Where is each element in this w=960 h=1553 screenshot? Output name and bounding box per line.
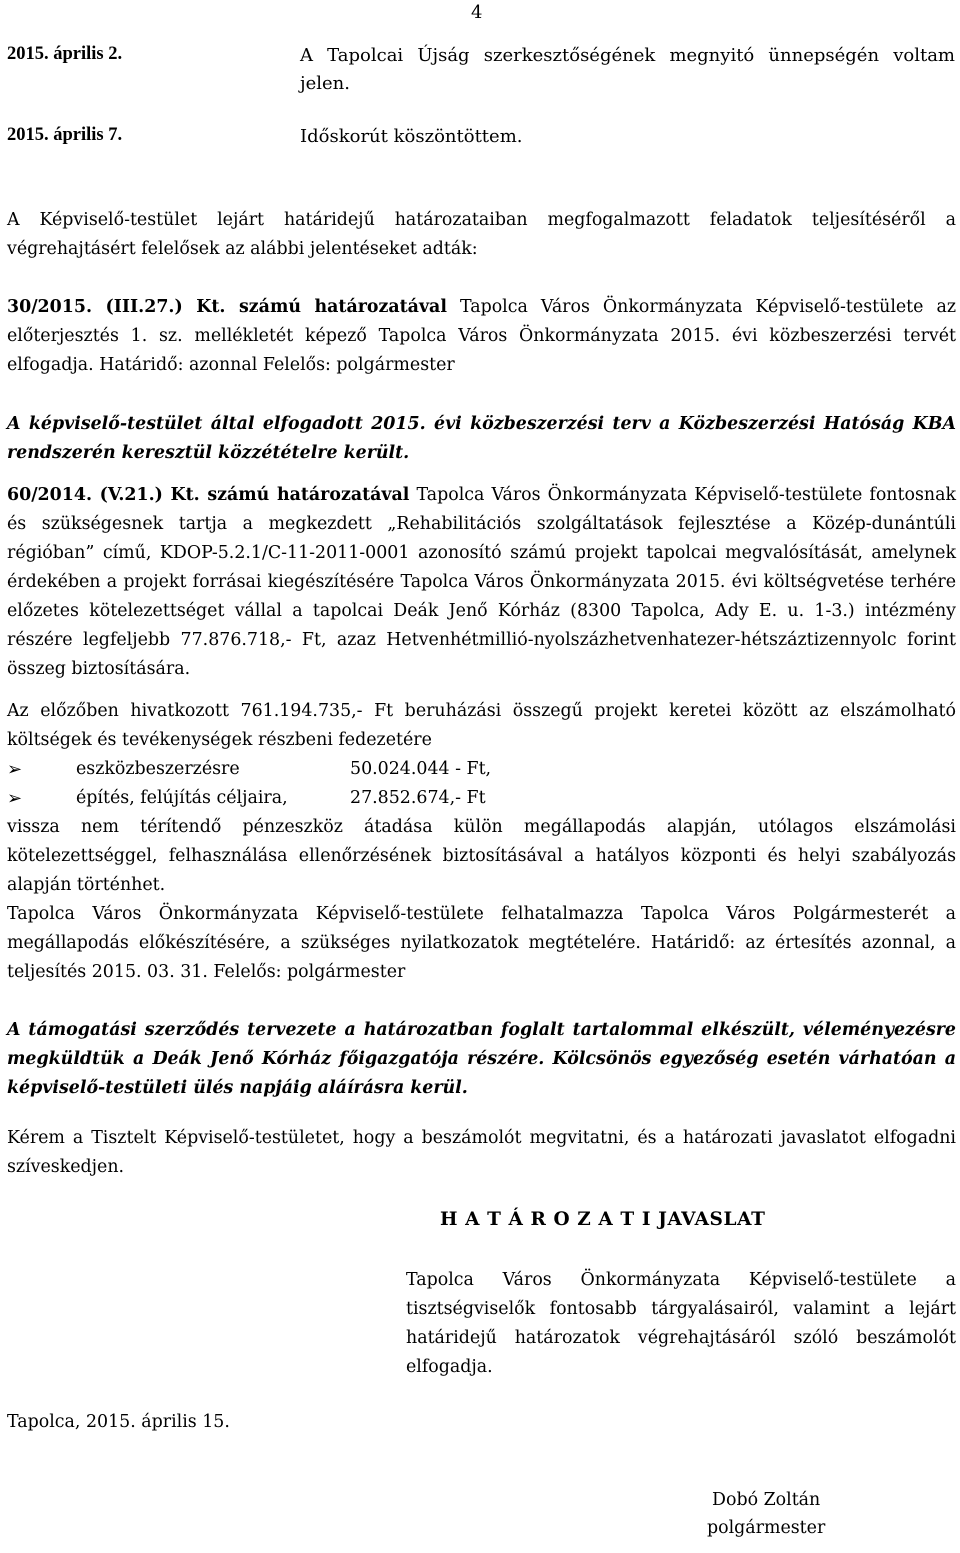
proposal-text: Tapolca Város Önkormányzata Képviselő-testülete a tisztségviselők fontosabb tárgyalásairól, valamint a lejárt határidejű határozatok végrehajtásáról szóló beszámolót elfogadja.: [406, 1270, 956, 1377]
bullet-label-1: eszközbeszerzésre: [76, 759, 240, 779]
proposal-heading: H A T Á R O Z A T I JAVASLAT: [440, 1209, 766, 1230]
arrow-bullet-icon: ➢: [7, 759, 23, 780]
resolution-2-paragraph: [7, 481, 956, 684]
entry-date-2: 2015. április 7.: [7, 125, 123, 145]
resolution-2-coverage: Az előzőben hivatkozott 761.194.735,- Ft beruházási összegű projekt keretei között az elszámolható költségek és tevékenységek részbeni fedezetére: [7, 701, 956, 750]
page-number: 4: [471, 2, 483, 23]
place-date: Tapolca, 2015. április 15.: [7, 1412, 230, 1432]
bullet-amount-1: 50.024.044 - Ft,: [350, 759, 492, 779]
signature-name: Dobó Zoltán: [712, 1490, 821, 1510]
signature-title: polgármester: [707, 1518, 826, 1538]
resolution-2-ref: 60/2014. (V.21.) Kt. számú határozatával: [7, 485, 410, 505]
request-paragraph: Kérem a Tisztelt Képviselő-testületet, hogy a beszámolót megvitatni, és a határozati javaslatot elfogadni szíveskedjen.: [7, 1128, 956, 1177]
resolution-1-report: A képviselő-testület által elfogadott 2015. évi közbeszerzési terv a Közbeszerzési Hatóság KBA rendszerén keresztül közzétételre került.: [7, 414, 956, 463]
signature-block: [707, 1486, 825, 1542]
entry-date-1: 2015. április 2.: [7, 44, 123, 64]
resolution-1-body: Tapolca Város Önkormányzata Képviselő-testülete az előterjesztés 1. sz. mellékletét képező Tapolca Város Önkormányzata 2015. évi közbeszerzési tervét elfogadja. Határidő: azonnal Felelős: polgármester: [7, 297, 957, 375]
resolution-2-body: Tapolca Város Önkormányzata Képviselő-testülete fontosnak és szükségesnek tartja a megkezdett „Rehabilitációs szolgáltatások fejlesztése a Közép-dunántúli régióban” című, KDOP-5.2.1/C-11-2011-0001 azonosító számú projekt tapolcai megvalósítását, amelynek érdekében a projekt forrásai kiegészítésére Tapolca Város Önkormányzata 2015. évi költségvetése terhére előzetes kötelezettséget vállal a tapolcai Deák Jenő Kórház (8300 Tapolca, Ady E. u. 1-3.) intézmény részére legfeljebb 77.876.718,- Ft, azaz Hetvenhétmillió-nyolszázhetvenhatezer-hétszáztizennyolc forint összeg biztosítására.: [7, 485, 957, 679]
intro-paragraph: A Képviselő-testület lejárt határidejű határozataiban megfogalmazott feladatok teljesítéséről a végrehajtásért felelősek az alábbi jelentéseket adták:: [7, 210, 956, 259]
resolution-2-transfer: vissza nem térítendő pénzeszköz átadása külön megállapodás alapján, utólagos elszámolási kötelezettséggel, felhasználása ellenőrzésének biztosításával a hatályos központi és helyi szabályozás alapján történhet.: [7, 817, 956, 895]
arrow-bullet-icon: ➢: [7, 788, 23, 809]
resolution-1-paragraph: [7, 293, 956, 380]
bullet-label-2: építés, felújítás céljaira,: [76, 788, 288, 808]
resolution-2-authorization: Tapolca Város Önkormányzata Képviselő-testülete felhatalmazza Tapolca Város Polgármesterét a megállapodás előkészítésére, a szükséges nyilatkozatok megtételére. Határidő: az értesítés azonnal, a teljesítés 2015. 03. 31. Felelős: polgármester: [7, 904, 956, 982]
resolution-1-ref: 30/2015. (III.27.) Kt. számú határozatával: [7, 297, 447, 317]
resolution-2-report: A támogatási szerződés tervezete a határozatban foglalt tartalommal elkészült, véleményezésre megküldtük a Deák Jenő Kórház főigazgatója részére. Kölcsönös egyezőség esetén várhatóan a képviselő-testületi ülés napjáig aláírásra kerül.: [7, 1020, 956, 1098]
entry-text-2: Időskorút köszöntöttem.: [300, 126, 523, 147]
bullet-amount-2: 27.852.674,- Ft: [350, 788, 486, 808]
entry-text-1: A Tapolcai Újság szerkesztőségének megnyitó ünnepségén voltam jelen.: [300, 45, 955, 94]
